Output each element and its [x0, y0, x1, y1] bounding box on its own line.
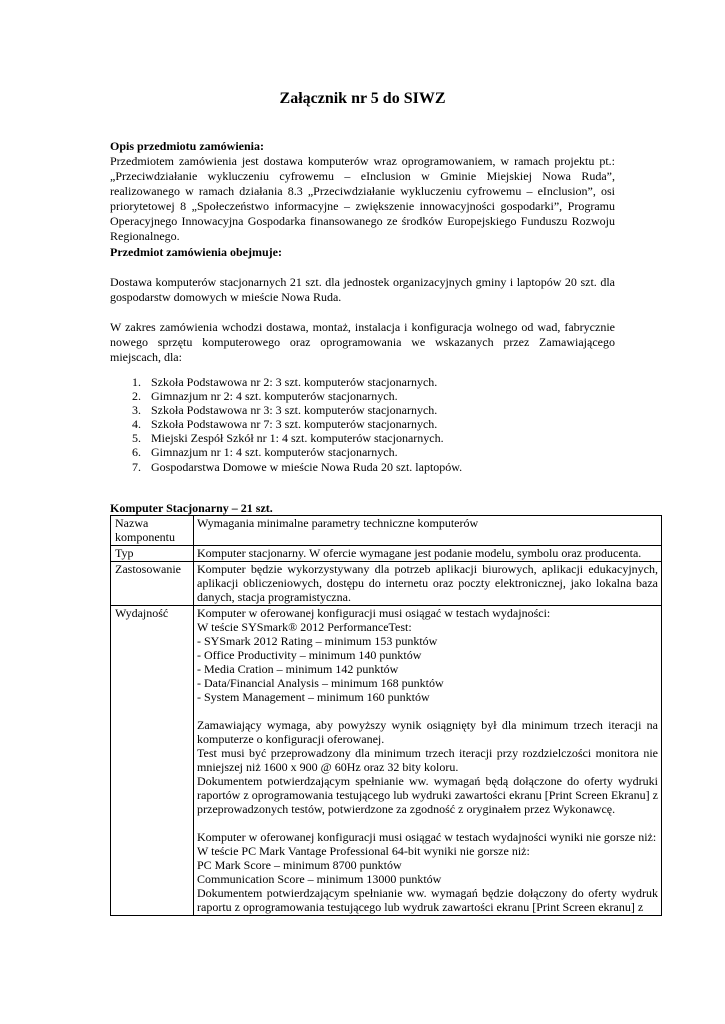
- row-label-zastosowanie: Zastosowanie: [111, 562, 194, 606]
- row-label-wydajnosc: Wydajność: [111, 606, 194, 916]
- list-item: 1. Szkoła Podstawowa nr 2: 3 szt. komputerów stacjonarnych.: [132, 375, 438, 389]
- perf-line: - Office Productivity – minimum 140 punktów: [197, 648, 422, 662]
- perf-line: - System Management – minimum 160 punktów: [197, 690, 430, 704]
- scope-paragraph-1: Dostawa komputerów stacjonarnych 21 szt. dla jednostek organizacyjnych gminy i laptopów 20 szt. dla gospodarstw domowych w mieście Nowa Ruda.: [110, 275, 615, 304]
- table-title: Komputer Stacjonarny – 21 szt.: [110, 501, 273, 515]
- scope-heading: Przedmiot zamówienia obejmuje:: [110, 245, 282, 259]
- perf-paragraph: Komputer w oferowanej konfiguracji musi osiągać w testach wydajności wyniki nie gorsze niż:: [197, 830, 657, 844]
- perf-line: Communication Score – minimum 13000 punktów: [197, 872, 442, 886]
- row-text-typ: Komputer stacjonarny. W ofercie wymagane jest podanie modelu, symbolu oraz producenta.: [194, 546, 662, 562]
- intro-paragraph: Przedmiotem zamówienia jest dostawa komputerów wraz oprogramowaniem, w ramach projektu pt.: „Przeciwdziałanie wykluczeniu cyfrowemu – eInclusion w Gminie Miejskiej Nowa Ruda”, realizowanego w ramach działania 8.3 „Przeciwdziałanie wykluczeniu cyfrowemu – eInclusion”, osi priorytetowej 8 „Społeczeństwo informacyjne – zwiększenie innowacyjności gospodarki”, Programu Operacyjnego Innowacyjna Gospodarka finansowanego ze środków Europejskiego Funduszu Rozwoju Regionalnego.: [110, 154, 615, 243]
- spec-table: [110, 515, 662, 916]
- list-item: 7. Gospodarstwa Domowe w mieście Nowa Ruda 20 szt. laptopów.: [132, 459, 463, 474]
- intro-heading: Opis przedmiotu zamówienia:: [110, 139, 264, 153]
- table-header-row: [111, 516, 662, 546]
- list-item: 6. Gimnazjum nr 1: 4 szt. komputerów stacjonarnych.: [132, 445, 398, 460]
- table-row: [111, 606, 662, 916]
- perf-line: - Data/Financial Analysis – minimum 168 punktów: [197, 676, 444, 690]
- list-item: 4. Szkoła Podstawowa nr 7: 3 szt. komputerów stacjonarnych.: [132, 417, 438, 432]
- list-item: 2. Gimnazjum nr 2: 4 szt. komputerów stacjonarnych.: [132, 389, 398, 404]
- scope-paragraph-2: W zakres zamówienia wchodzi dostawa, montaż, instalacja i konfiguracja wolnego od wad, fabrycznie nowego sprzętu komputerowego oraz oprogramowania we wskazanych przez Zamawiającego miejscach, dla:: [110, 320, 615, 364]
- perf-line: W teście SYSmark® 2012 PerformanceTest:: [197, 620, 412, 634]
- row-text-zastosowanie: Komputer będzie wykorzystywany dla potrzeb aplikacji biurowych, aplikacji edukacyjnych, aplikacji obliczeniowych, dostępu do internetu oraz poczty elektronicznej, jako lokalna baza danych, stacja programistyczna.: [194, 562, 662, 606]
- list-item: 3. Szkoła Podstawowa nr 3: 3 szt. komputerów stacjonarnych.: [132, 403, 438, 418]
- perf-paragraph: Dokumentem potwierdzającym spełnianie ww. wymagań będzie dołączony do oferty wydruk raportu z oprogramowania testującego lub wydruk zawartości ekranu [Print Screen ekranu] z: [197, 886, 658, 914]
- perf-paragraph: Zamawiający wymaga, aby powyższy wynik osiągnięty był dla minimum trzech iteracji na komputerze o konfiguracji oferowanej.: [197, 718, 658, 746]
- table-row: [111, 546, 662, 562]
- perf-line: - SYSmark 2012 Rating – minimum 153 punktów: [197, 634, 438, 648]
- header-col-component: Nazwa komponentu: [111, 516, 194, 546]
- header-col-requirements: Wymagania minimalne parametry techniczne komputerów: [194, 516, 662, 546]
- perf-paragraph: Test musi być przeprowadzony dla minimum trzech iteracji przy rozdzielczości monitora nie mniejszej niż 1600 x 900 @ 60Hz oraz 32 bity koloru.: [197, 746, 658, 774]
- row-text-wydajnosc: [194, 606, 662, 916]
- perf-line: PC Mark Score – minimum 8700 punktów: [197, 858, 402, 872]
- page-title: Załącznik nr 5 do SIWZ: [279, 90, 446, 107]
- perf-line: W teście PC Mark Vantage Professional 64-bit wyniki nie gorsze niż:: [197, 844, 530, 858]
- perf-line: Komputer w oferowanej konfiguracji musi osiągać w testach wydajności:: [197, 606, 551, 620]
- row-label-typ: Typ: [111, 546, 194, 562]
- table-row: [111, 562, 662, 606]
- perf-paragraph: Dokumentem potwierdzającym spełnianie ww. wymagań będą dołączone do oferty wydruki raportów z oprogramowania testującego lub wydruki zawartości ekranu [Print Screen Ekranu] z przeprowadzonych testów, potwierdzone za zgodność z oryginałem przez Wykonawcę.: [197, 774, 658, 816]
- list-item: 5. Miejski Zespół Szkół nr 1: 4 szt. komputerów stacjonarnych.: [132, 431, 444, 446]
- perf-line: - Media Cration – minimum 142 punktów: [197, 662, 399, 676]
- locations-list: [132, 375, 612, 474]
